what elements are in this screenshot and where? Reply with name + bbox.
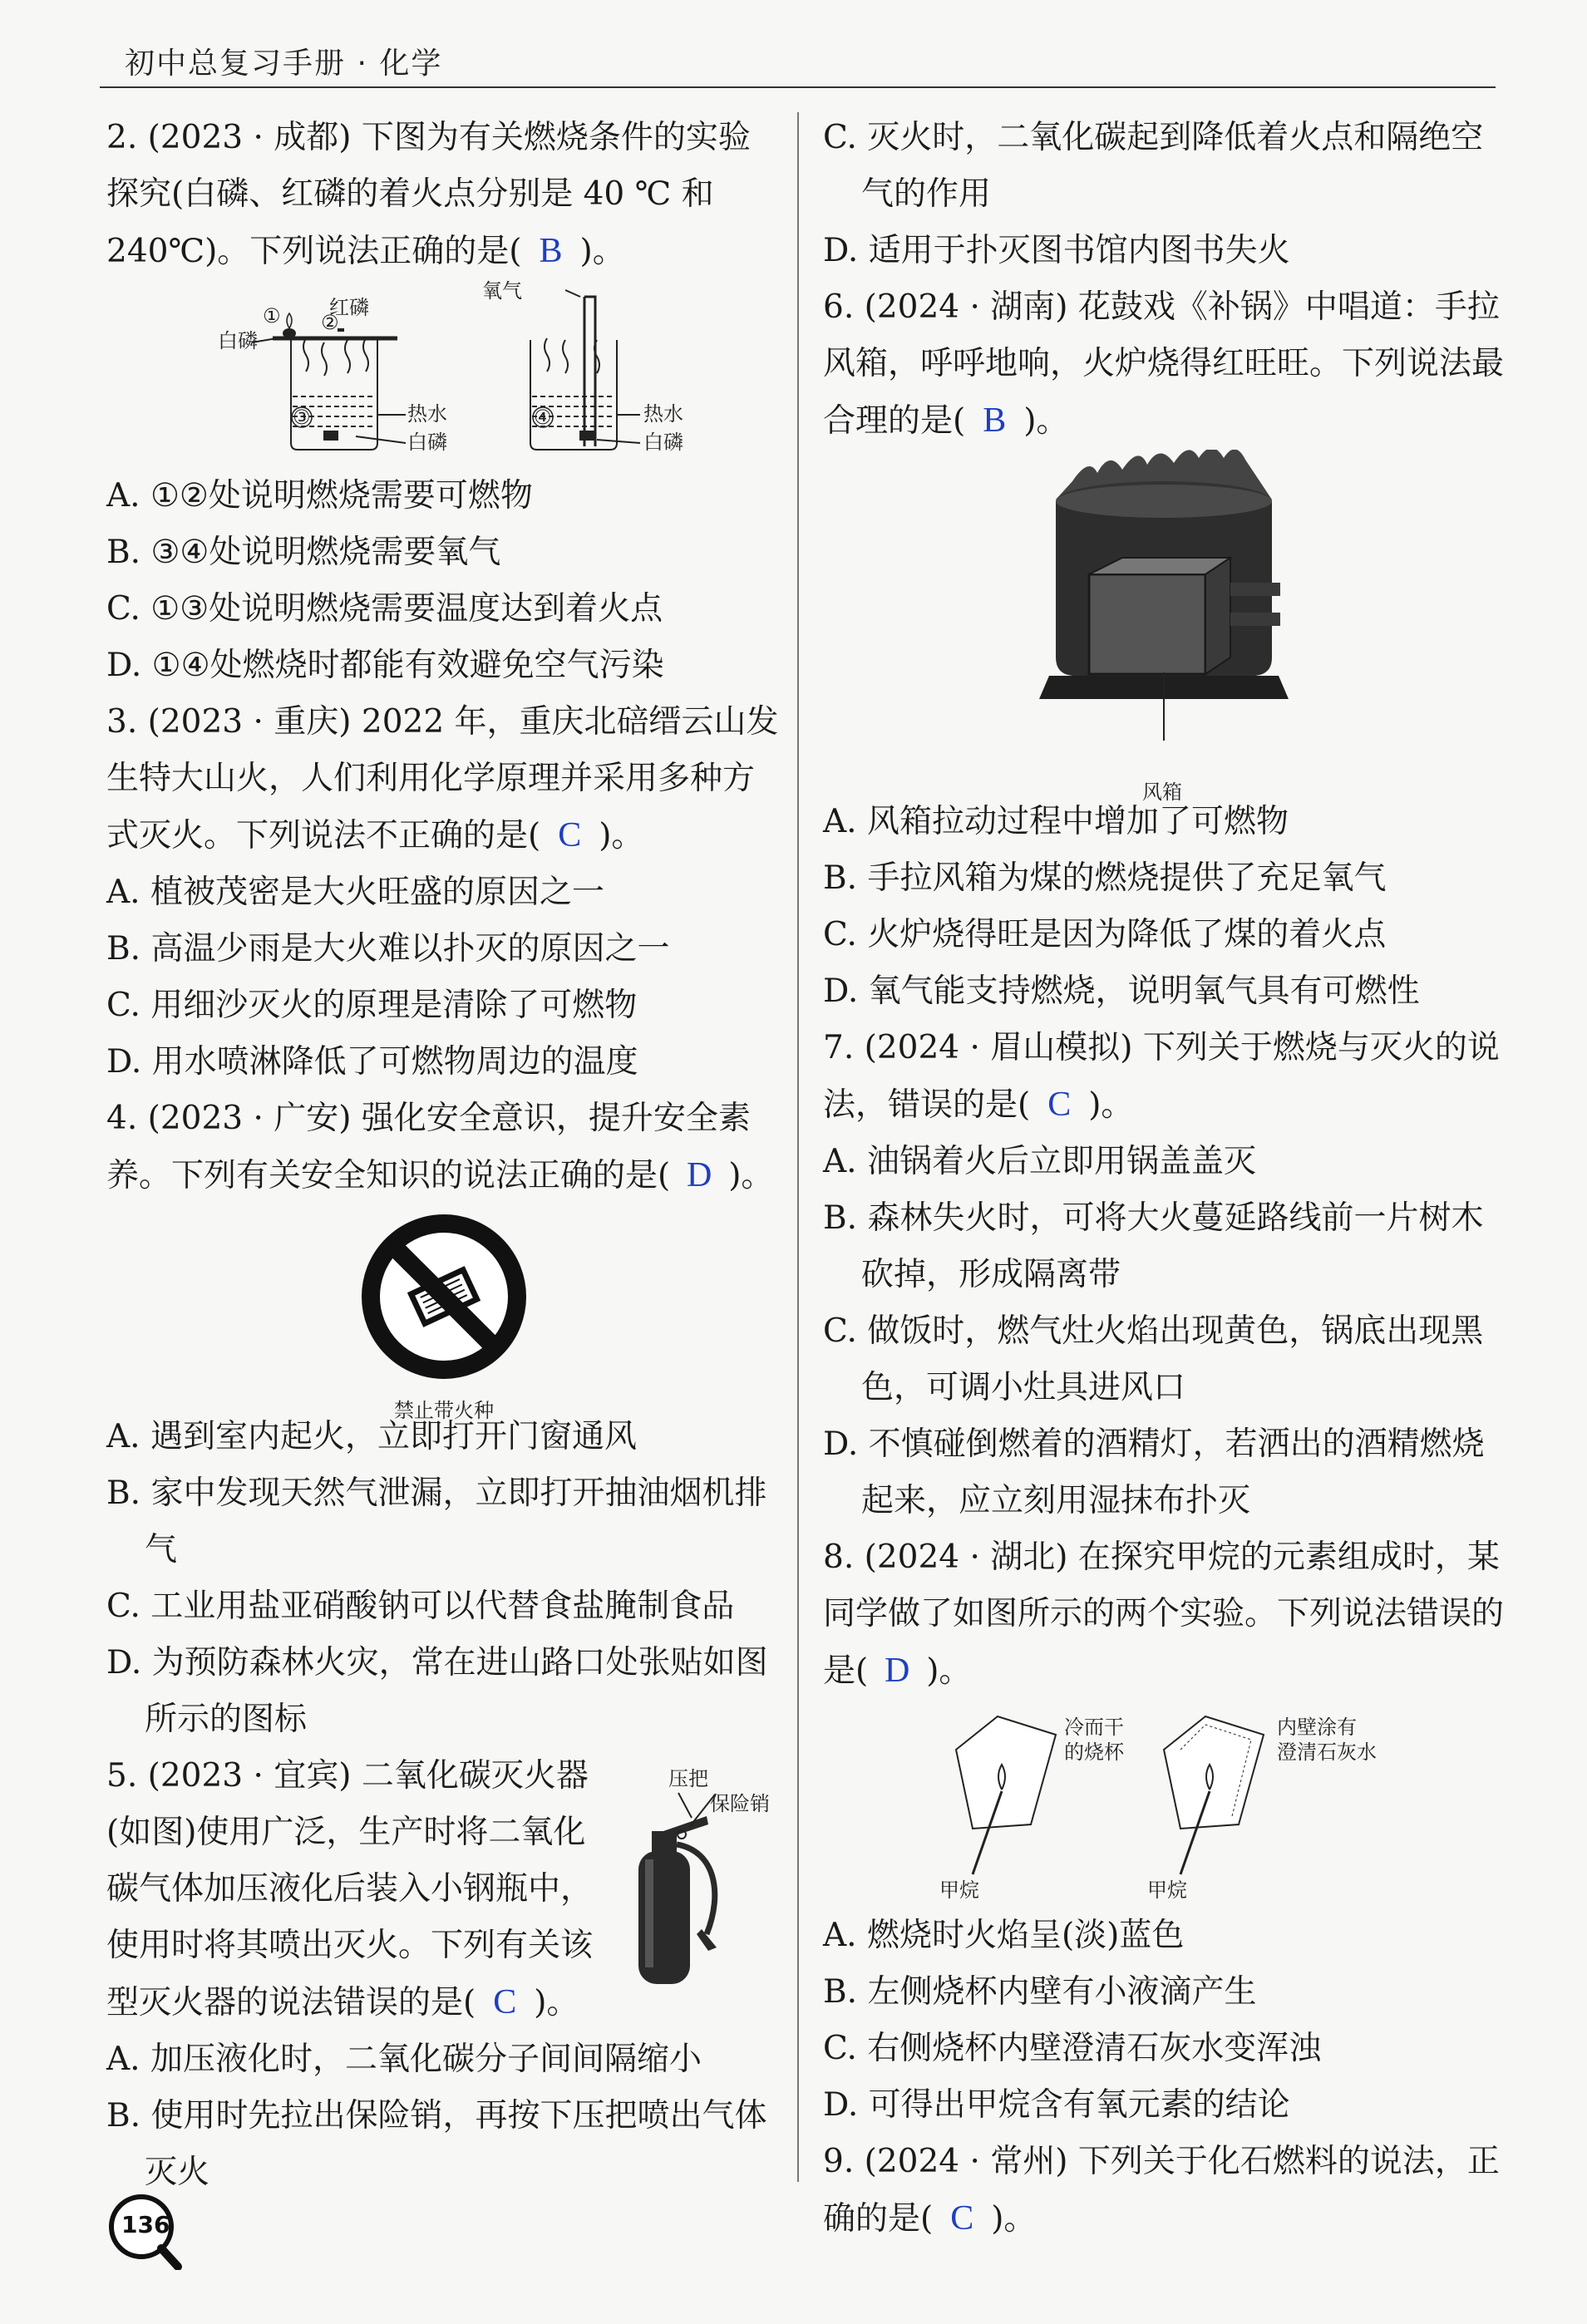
right-column [823, 110, 1505, 2248]
question-2-figure [106, 280, 781, 468]
question-4-option-d: D. 为预防森林火灾，常在进山路口处张贴如图所示的图标 [106, 1644, 768, 1738]
label-methane-1: 甲烷 [939, 1878, 979, 1902]
question-4-figure-caption: 禁止带火种 [394, 1399, 494, 1422]
question-7-answer: C [1047, 1086, 1072, 1124]
label-cold-dry-1: 冷而干 [1064, 1716, 1124, 1739]
label-methane-2: 甲烷 [1147, 1878, 1187, 1902]
question-3-answer: C [558, 816, 582, 854]
label-cold-dry-2: 的烧杯 [1064, 1741, 1124, 1764]
question-5-answer: C [493, 1983, 517, 2021]
question-6-option-b: B. 手拉风箱为煤的燃烧提供了充足氧气 [823, 859, 1387, 897]
question-6-figure-caption: 风箱 [1142, 780, 1182, 804]
question-6-close: )。 [1023, 402, 1069, 440]
question-3-option-c: C. 用细沙灭火的原理是清除了可燃物 [106, 987, 638, 1024]
question-3-stem: 3. (2023 · 重庆) 2022 年，重庆北碚缙云山发生特大山火，人们利用化学原理并采用多种方式灭火。下列说法不正确的是( [106, 703, 779, 854]
label-white-phosphorus-3: 白磷 [643, 431, 683, 454]
question-6-option-c: C. 火炉烧得旺是因为降低了煤的着火点 [823, 916, 1387, 953]
question-5-option-d: D. 适用于扑灭图书馆内图书失火 [823, 232, 1290, 269]
question-6-option-d: D. 氧气能支持燃烧，说明氧气具有可燃性 [823, 972, 1420, 1010]
question-5-figure [599, 1751, 781, 2001]
question-2 [106, 110, 781, 280]
label-white-phosphorus-1: 白磷 [218, 329, 258, 352]
question-8-stem: 8. (2024 · 湖北) 在探究甲烷的元素组成时，某同学做了如图所示的两个实验。下列说法错误的是( [823, 1539, 1505, 1690]
question-3-close: )。 [599, 817, 644, 854]
question-6-option-a: A. 风箱拉动过程中增加了可燃物 [823, 803, 1289, 840]
question-5-option-b: B. 使用时先拉出保险销，再按下压把喷出气体灭火 [106, 2097, 767, 2191]
marker-3: ③ [293, 406, 311, 429]
marker-4: ④ [534, 406, 552, 429]
question-4-stem: 4. (2023 · 广安) 强化安全意识，提升安全素养。下列有关安全知识的说法正确的是( [106, 1100, 751, 1194]
question-7-option-c: C. 做饭时，燃气灶火焰出现黄色，锅底出现黑色，可调小灶具进风口 [823, 1312, 1484, 1406]
question-8-figure [823, 1700, 1505, 1908]
question-4-answer: D [687, 1156, 712, 1194]
question-7-option-b: B. 森林失火时，可将大火蔓延路线前一片树木砍掉，形成隔离带 [823, 1199, 1484, 1293]
column-divider [797, 112, 799, 2182]
stove-bellows-image [823, 450, 1505, 766]
label-oxygen: 氧气 [482, 279, 522, 303]
methane-combustion-diagram [823, 1700, 1505, 1908]
question-4-option-c: C. 工业用盐亚硝酸钠可以代替食盐腌制食品 [106, 1588, 735, 1625]
question-7-stem: 7. (2024 · 眉山模拟) 下列关于燃烧与灭火的说法，错误的是( [823, 1029, 1500, 1124]
question-8-option-d: D. 可得出甲烷含有氧元素的结论 [823, 2086, 1290, 2124]
page-number: 136 [121, 2211, 170, 2238]
question-8-option-a: A. 燃烧时火焰呈(淡)蓝色 [823, 1917, 1185, 1954]
label-red-phosphorus: 红磷 [329, 296, 369, 319]
question-9-close: )。 [991, 2200, 1037, 2238]
label-limewater-1: 内壁涂有 [1277, 1716, 1357, 1739]
question-3-option-b: B. 高温少雨是大火难以扑灭的原因之一 [106, 930, 670, 968]
question-8-option-c: C. 右侧烧杯内壁澄清石灰水变浑浊 [823, 2030, 1322, 2067]
label-safety-pin: 保险销 [710, 1792, 770, 1815]
label-hot-water-2: 热水 [643, 402, 683, 426]
question-2-option-c: C. ①③处说明燃烧需要温度达到着火点 [106, 590, 663, 628]
label-white-phosphorus-2: 白磷 [407, 431, 447, 454]
question-9-answer: C [950, 2199, 974, 2238]
question-7-close: )。 [1088, 1086, 1134, 1124]
question-2-option-b: B. ③④处说明燃烧需要氧气 [106, 534, 501, 571]
question-5-stem: 5. (2023 · 宜宾) 二氧化碳灭火器(如图)使用广泛，生产时将二氧化碳气体加压液化后装入小钢瓶中，使用时将其喷出灭火。下列有关该型灭火器的说法错误的是( [106, 1757, 594, 2021]
question-3 [106, 694, 781, 864]
question-4-option-b: B. 家中发现天然气泄漏，立即打开抽油烟机排气 [106, 1475, 767, 1568]
marker-1: ① [263, 304, 281, 327]
label-limewater-2: 澄清石灰水 [1277, 1741, 1377, 1764]
question-2-option-d: D. ①④处燃烧时都能有效避免空气污染 [106, 647, 664, 684]
question-2-answer: B [539, 232, 563, 270]
question-2-stem: 2. (2023 · 成都) 下图为有关燃烧条件的实验探究(白磷、红磷的着火点分别是 40 ℃ 和 240℃)。下列说法正确的是( [106, 119, 751, 270]
question-4-figure [106, 1211, 781, 1422]
question-4-close: )。 [728, 1157, 774, 1194]
question-2-option-a: A. ①②处说明燃烧需要可燃物 [106, 477, 533, 515]
question-7-option-a: A. 油锅着火后立即用锅盖盖灭 [823, 1143, 1256, 1180]
question-8 [823, 1529, 1505, 1700]
question-6 [823, 279, 1505, 450]
question-4-option-a: A. 遇到室内起火，立即打开门窗通风 [106, 1418, 637, 1455]
question-3-option-a: A. 植被茂密是大火旺盛的原因之一 [106, 874, 604, 911]
question-5-option-c: C. 灭火时，二氧化碳起到降低着火点和隔绝空气的作用 [823, 119, 1484, 213]
header-title: 初中总复习手册 · 化学 [125, 47, 443, 81]
left-column [106, 110, 781, 2201]
label-hot-water-1: 热水 [407, 402, 447, 426]
question-5-option-a: A. 加压液化时，二氧化碳分子间间隔缩小 [106, 2041, 702, 2078]
question-2-close: )。 [579, 233, 625, 270]
question-6-figure [823, 450, 1505, 804]
marker-2: ② [321, 311, 339, 334]
header-rule [100, 86, 1496, 88]
question-6-stem: 6. (2024 · 湖南) 花鼓戏《补锅》中唱道：手拉风箱，呼呼地响，火炉烧得红旺旺。下列说法最合理的是( [823, 288, 1505, 440]
question-5 [106, 1748, 781, 2031]
question-8-option-b: B. 左侧烧杯内壁有小液滴产生 [823, 1973, 1257, 2011]
question-7-option-d: D. 不慎碰倒燃着的酒精灯，若洒出的酒精燃烧起来，应立刻用湿抹布扑灭 [823, 1425, 1485, 1519]
question-4 [106, 1091, 781, 1204]
question-3-option-d: D. 用水喷淋降低了可燃物周边的温度 [106, 1043, 638, 1081]
question-6-answer: B [983, 401, 1007, 440]
question-5-close: )。 [534, 1984, 579, 2021]
question-8-answer: D [885, 1652, 910, 1690]
question-7 [823, 1020, 1505, 1134]
question-8-close: )。 [926, 1652, 972, 1690]
no-fire-source-icon [352, 1211, 535, 1382]
question-9-stem: 9. (2024 · 常州) 下列关于化石燃料的说法，正确的是( [823, 2143, 1500, 2238]
question-9 [823, 2134, 1505, 2248]
label-lever: 压把 [668, 1767, 708, 1790]
